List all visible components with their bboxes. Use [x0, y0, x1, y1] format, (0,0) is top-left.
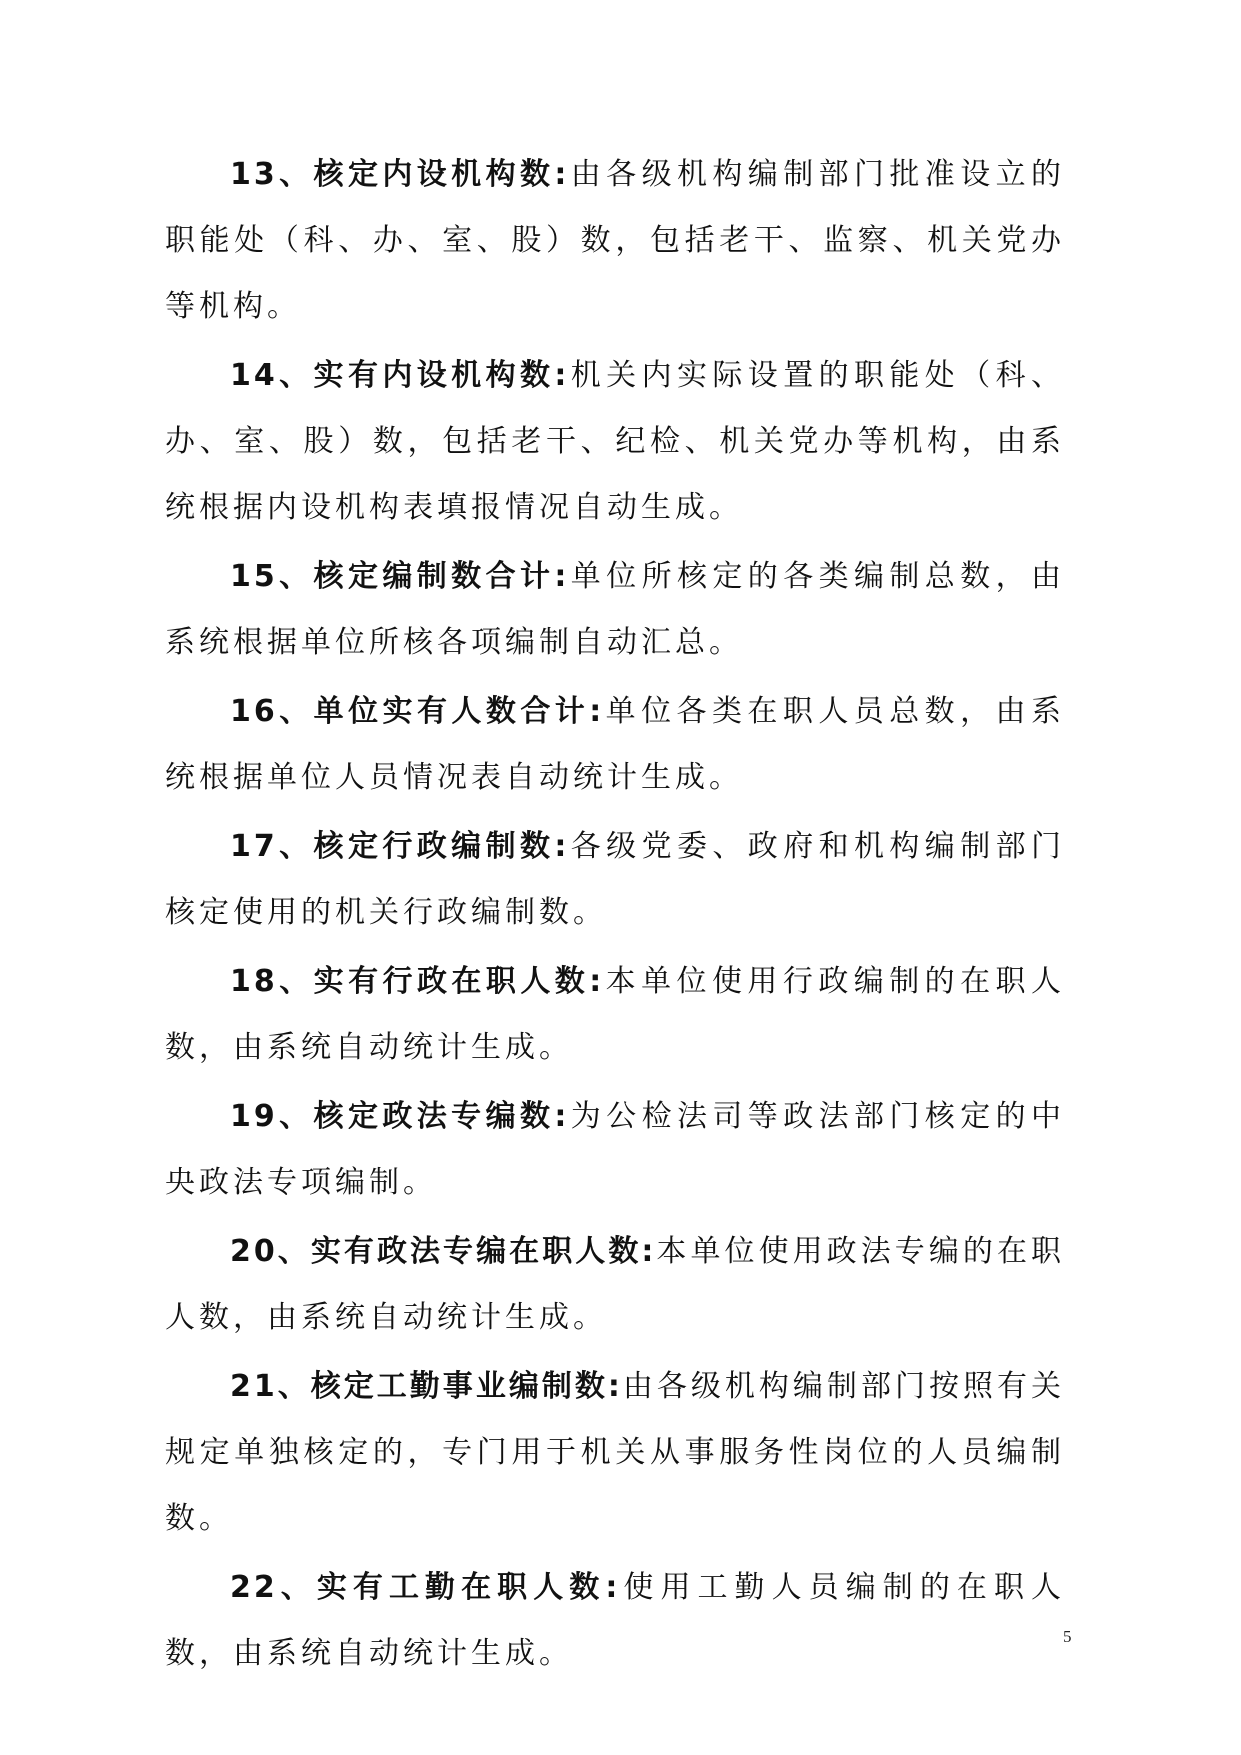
- definition-text: 由各级机构编制部门按照有关规定单独核定的，专门用于机关从事服务性岗位的人员编制数。: [165, 1369, 1065, 1536]
- definition-text: 本单位使用行政编制的在职人数，由系统自动统计生成。: [165, 964, 1065, 1065]
- definition-text: 使用工勤人员编制的在职人数，由系统自动统计生成。: [165, 1570, 1066, 1671]
- definition-item-21: [165, 1354, 1065, 1552]
- definition-item-13: [165, 142, 1065, 340]
- definition-text: 由各级机构编制部门批准设立的职能处（科、办、室、股）数，包括老干、监察、机关党办等机构。: [165, 157, 1066, 324]
- definition-term: 21、核定工勤事业编制数:: [230, 1369, 623, 1404]
- definition-term: 14、实有内设机构数:: [230, 358, 570, 393]
- definition-term: 15、核定编制数合计:: [230, 559, 570, 594]
- definition-item-14: [165, 343, 1065, 541]
- definition-item-20: [165, 1219, 1065, 1351]
- definition-term: 20、实有政法专编在职人数:: [230, 1234, 657, 1269]
- definition-term: 17、核定行政编制数:: [230, 829, 570, 864]
- definition-term: 19、核定政法专编数:: [230, 1099, 570, 1134]
- definition-term: 18、实有行政在职人数:: [230, 964, 605, 999]
- page-number: 5: [1063, 1627, 1072, 1646]
- definition-item-17: [165, 814, 1065, 946]
- definition-item-16: [165, 679, 1065, 811]
- definition-item-22: [165, 1555, 1065, 1687]
- definition-text: 机关内实际设置的职能处（科、办、室、股）数，包括老干、纪检、机关党办等机构，由系统根据内设机构表填报情况自动生成。: [165, 358, 1066, 525]
- definition-item-18: [165, 949, 1065, 1081]
- definition-text: 为公检法司等政法部门核定的中央政法专项编制。: [165, 1099, 1066, 1200]
- definition-text: 单位各类在职人员总数，由系统根据单位人员情况表自动统计生成。: [165, 694, 1065, 795]
- definition-text: 本单位使用政法专编的在职人数，由系统自动统计生成。: [165, 1234, 1065, 1335]
- definition-text: 单位所核定的各类编制总数，由系统根据单位所核各项编制自动汇总。: [165, 559, 1066, 660]
- document-body: [165, 142, 1065, 1690]
- definition-term: 22、实有工勤在职人数:: [230, 1570, 621, 1605]
- definition-term: 13、核定内设机构数:: [230, 157, 570, 192]
- definition-text: 各级党委、政府和机构编制部门核定使用的机关行政编制数。: [165, 829, 1066, 930]
- definition-item-19: [165, 1084, 1065, 1216]
- definition-term: 16、单位实有人数合计:: [230, 694, 605, 729]
- definition-item-15: [165, 544, 1065, 676]
